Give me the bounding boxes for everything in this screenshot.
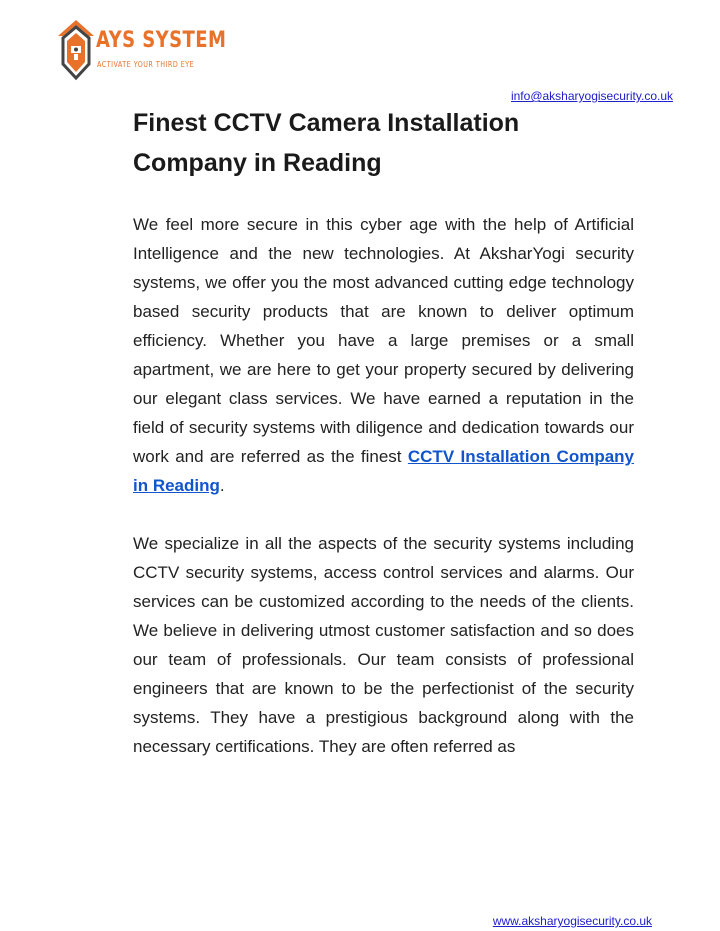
brand-tagline: ACTIVATE YOUR THIRD EYE — [97, 60, 195, 69]
cctv-installation-link[interactable]: CCTV Installation Company in Reading — [133, 447, 634, 495]
paragraph-intro-end: . — [219, 476, 225, 495]
paragraph-intro-text: We feel more secure in this cyber age with the help of Artificial Intelligence and the new technologies. At AksharYogi security systems, we offer you the most advanced cutting edge technology based security products that are known to deliver optimum efficiency. Whether you have a large premises or a small apartment, we are here to get your property secured by delivering our elegant class services. We have earned a reputation in the field of security systems with diligence and dedication towards our work and are referred as the finest — [133, 215, 634, 466]
header-email-link[interactable]: info@aksharyogisecurity.co.uk — [510, 89, 673, 103]
paragraph-intro — [133, 210, 634, 500]
paragraph-services: We specialize in all the aspects of the security systems including CCTV security systems, access control services and alarms. Our services can be customized according to the needs of the clients. We believe in delivering utmost customer satisfaction and so does our team of professionals. Our team consists of professional engineers that are known to be the perfectionist of the security systems. They have a prestigious background along with the necessary certifications. They are often referred as — [133, 534, 634, 756]
house-shield-icon — [56, 18, 96, 84]
footer-website-link[interactable]: www.aksharyogisecurity.co.uk — [492, 914, 652, 928]
brand-logo — [56, 18, 227, 88]
article-body — [133, 210, 634, 790]
page-title: Finest CCTV Camera Installation Company in Reading — [133, 109, 520, 177]
brand-name: AYS SYSTEM — [96, 28, 227, 53]
